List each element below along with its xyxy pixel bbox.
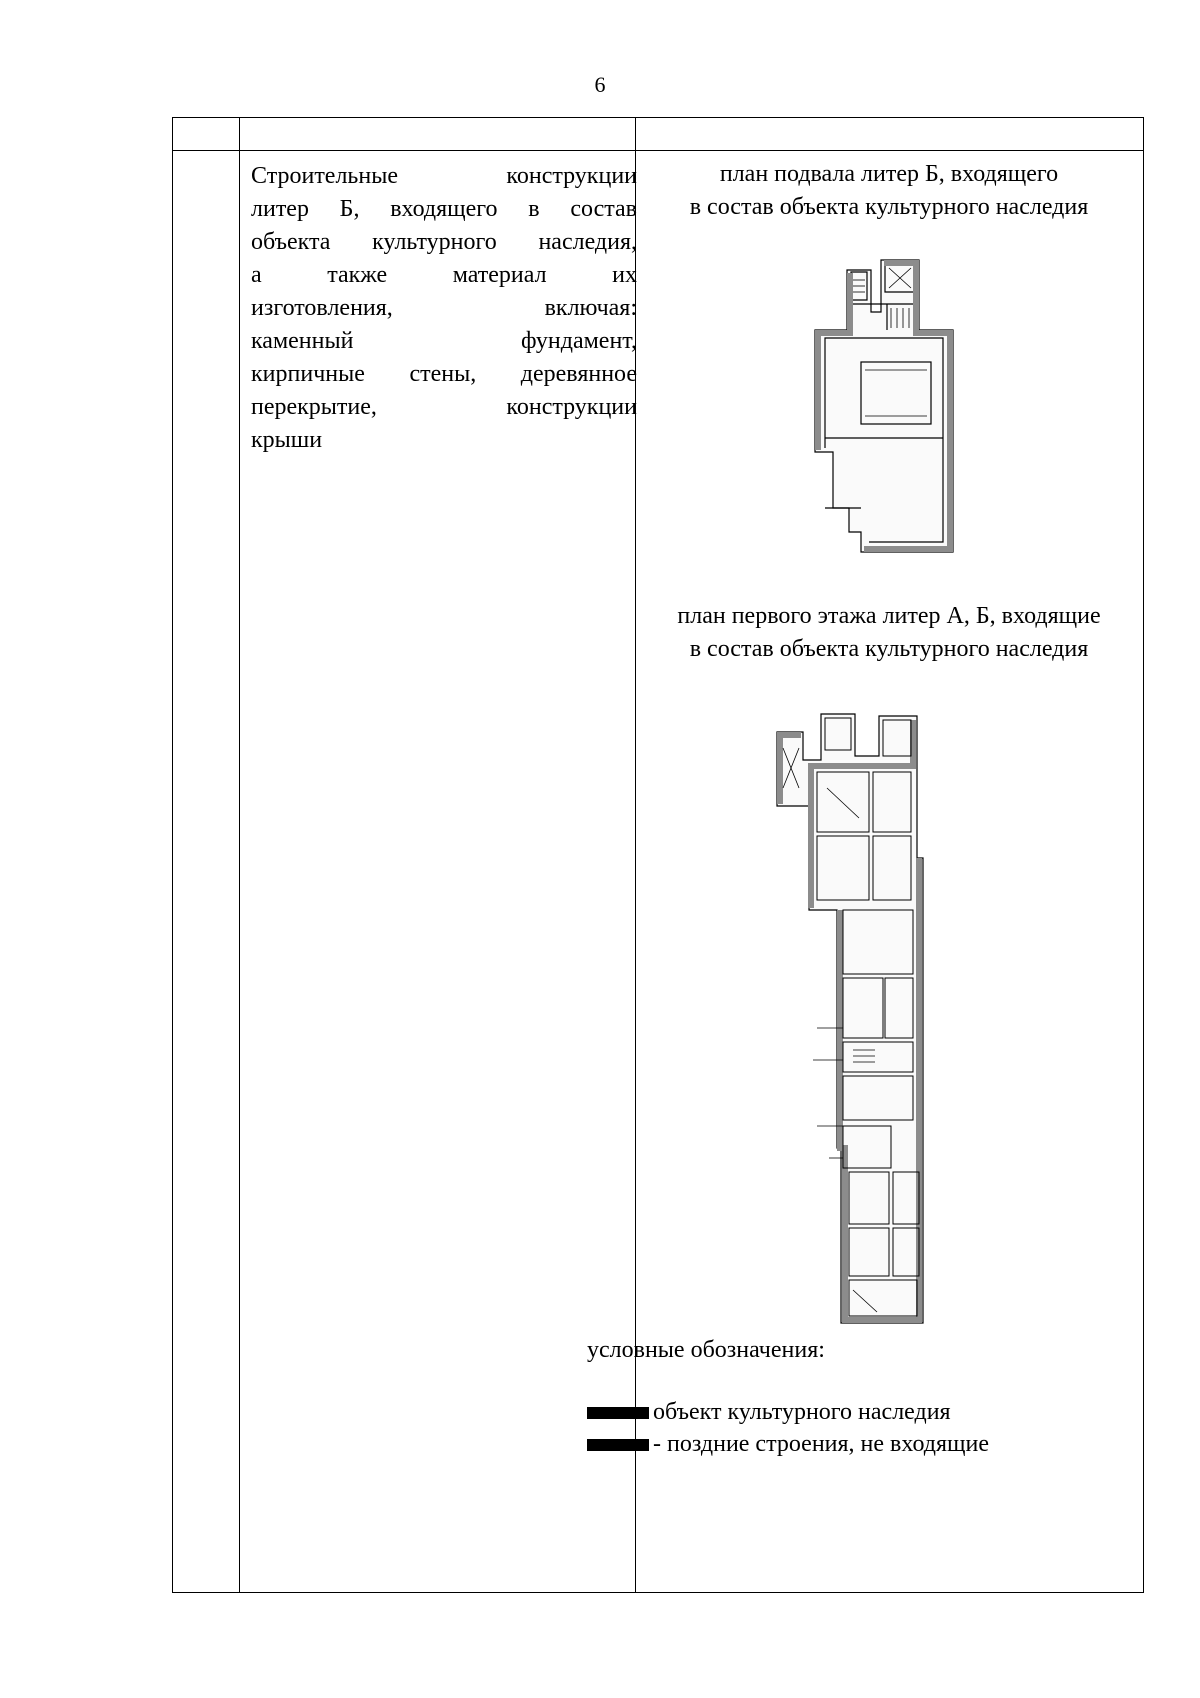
caption-line: в состав объекта культурного наследия (689, 636, 1089, 662)
caption-line: план подвала литер Б, входящего (719, 161, 1059, 187)
basement-plan-caption (635, 158, 1143, 224)
description-table (172, 117, 1144, 1593)
description-line: а также материал их (251, 262, 637, 288)
legend-item-label: - поздние строения, не входящие (653, 1431, 989, 1457)
legend-item-heritage (587, 1396, 1092, 1429)
description-line: Строительные конструкции (251, 163, 637, 189)
description-line: литер Б, входящего в состав (251, 196, 637, 222)
description-line: изготовления, включая: (251, 295, 637, 321)
table-header-row-divider (173, 150, 1143, 151)
legend-item-label: объект культурного наследия (653, 1399, 951, 1425)
legend-item-late-buildings (587, 1428, 1127, 1461)
heritage-swatch (587, 1407, 649, 1419)
description-line: перекрытие, конструкции (251, 394, 637, 420)
structures-description (251, 160, 637, 457)
first-floor-plan-caption (635, 600, 1143, 666)
caption-line: в состав объекта культурного наследия (689, 194, 1089, 220)
description-line: крыши (251, 427, 323, 453)
legend-title: условные обозначения: (587, 1337, 825, 1363)
description-line: кирпичные стены, деревянное (251, 361, 637, 387)
first-floor-plan (773, 708, 943, 1348)
description-line: каменный фундамент, (251, 328, 637, 354)
description-line: объекта культурного наследия, (251, 229, 637, 255)
column-divider-1 (239, 118, 240, 1592)
page-number: 6 (594, 72, 606, 97)
caption-line: план первого этажа литер А, Б, входящие (677, 603, 1101, 629)
basement-floor-plan (803, 250, 963, 560)
late-buildings-swatch (587, 1439, 649, 1451)
